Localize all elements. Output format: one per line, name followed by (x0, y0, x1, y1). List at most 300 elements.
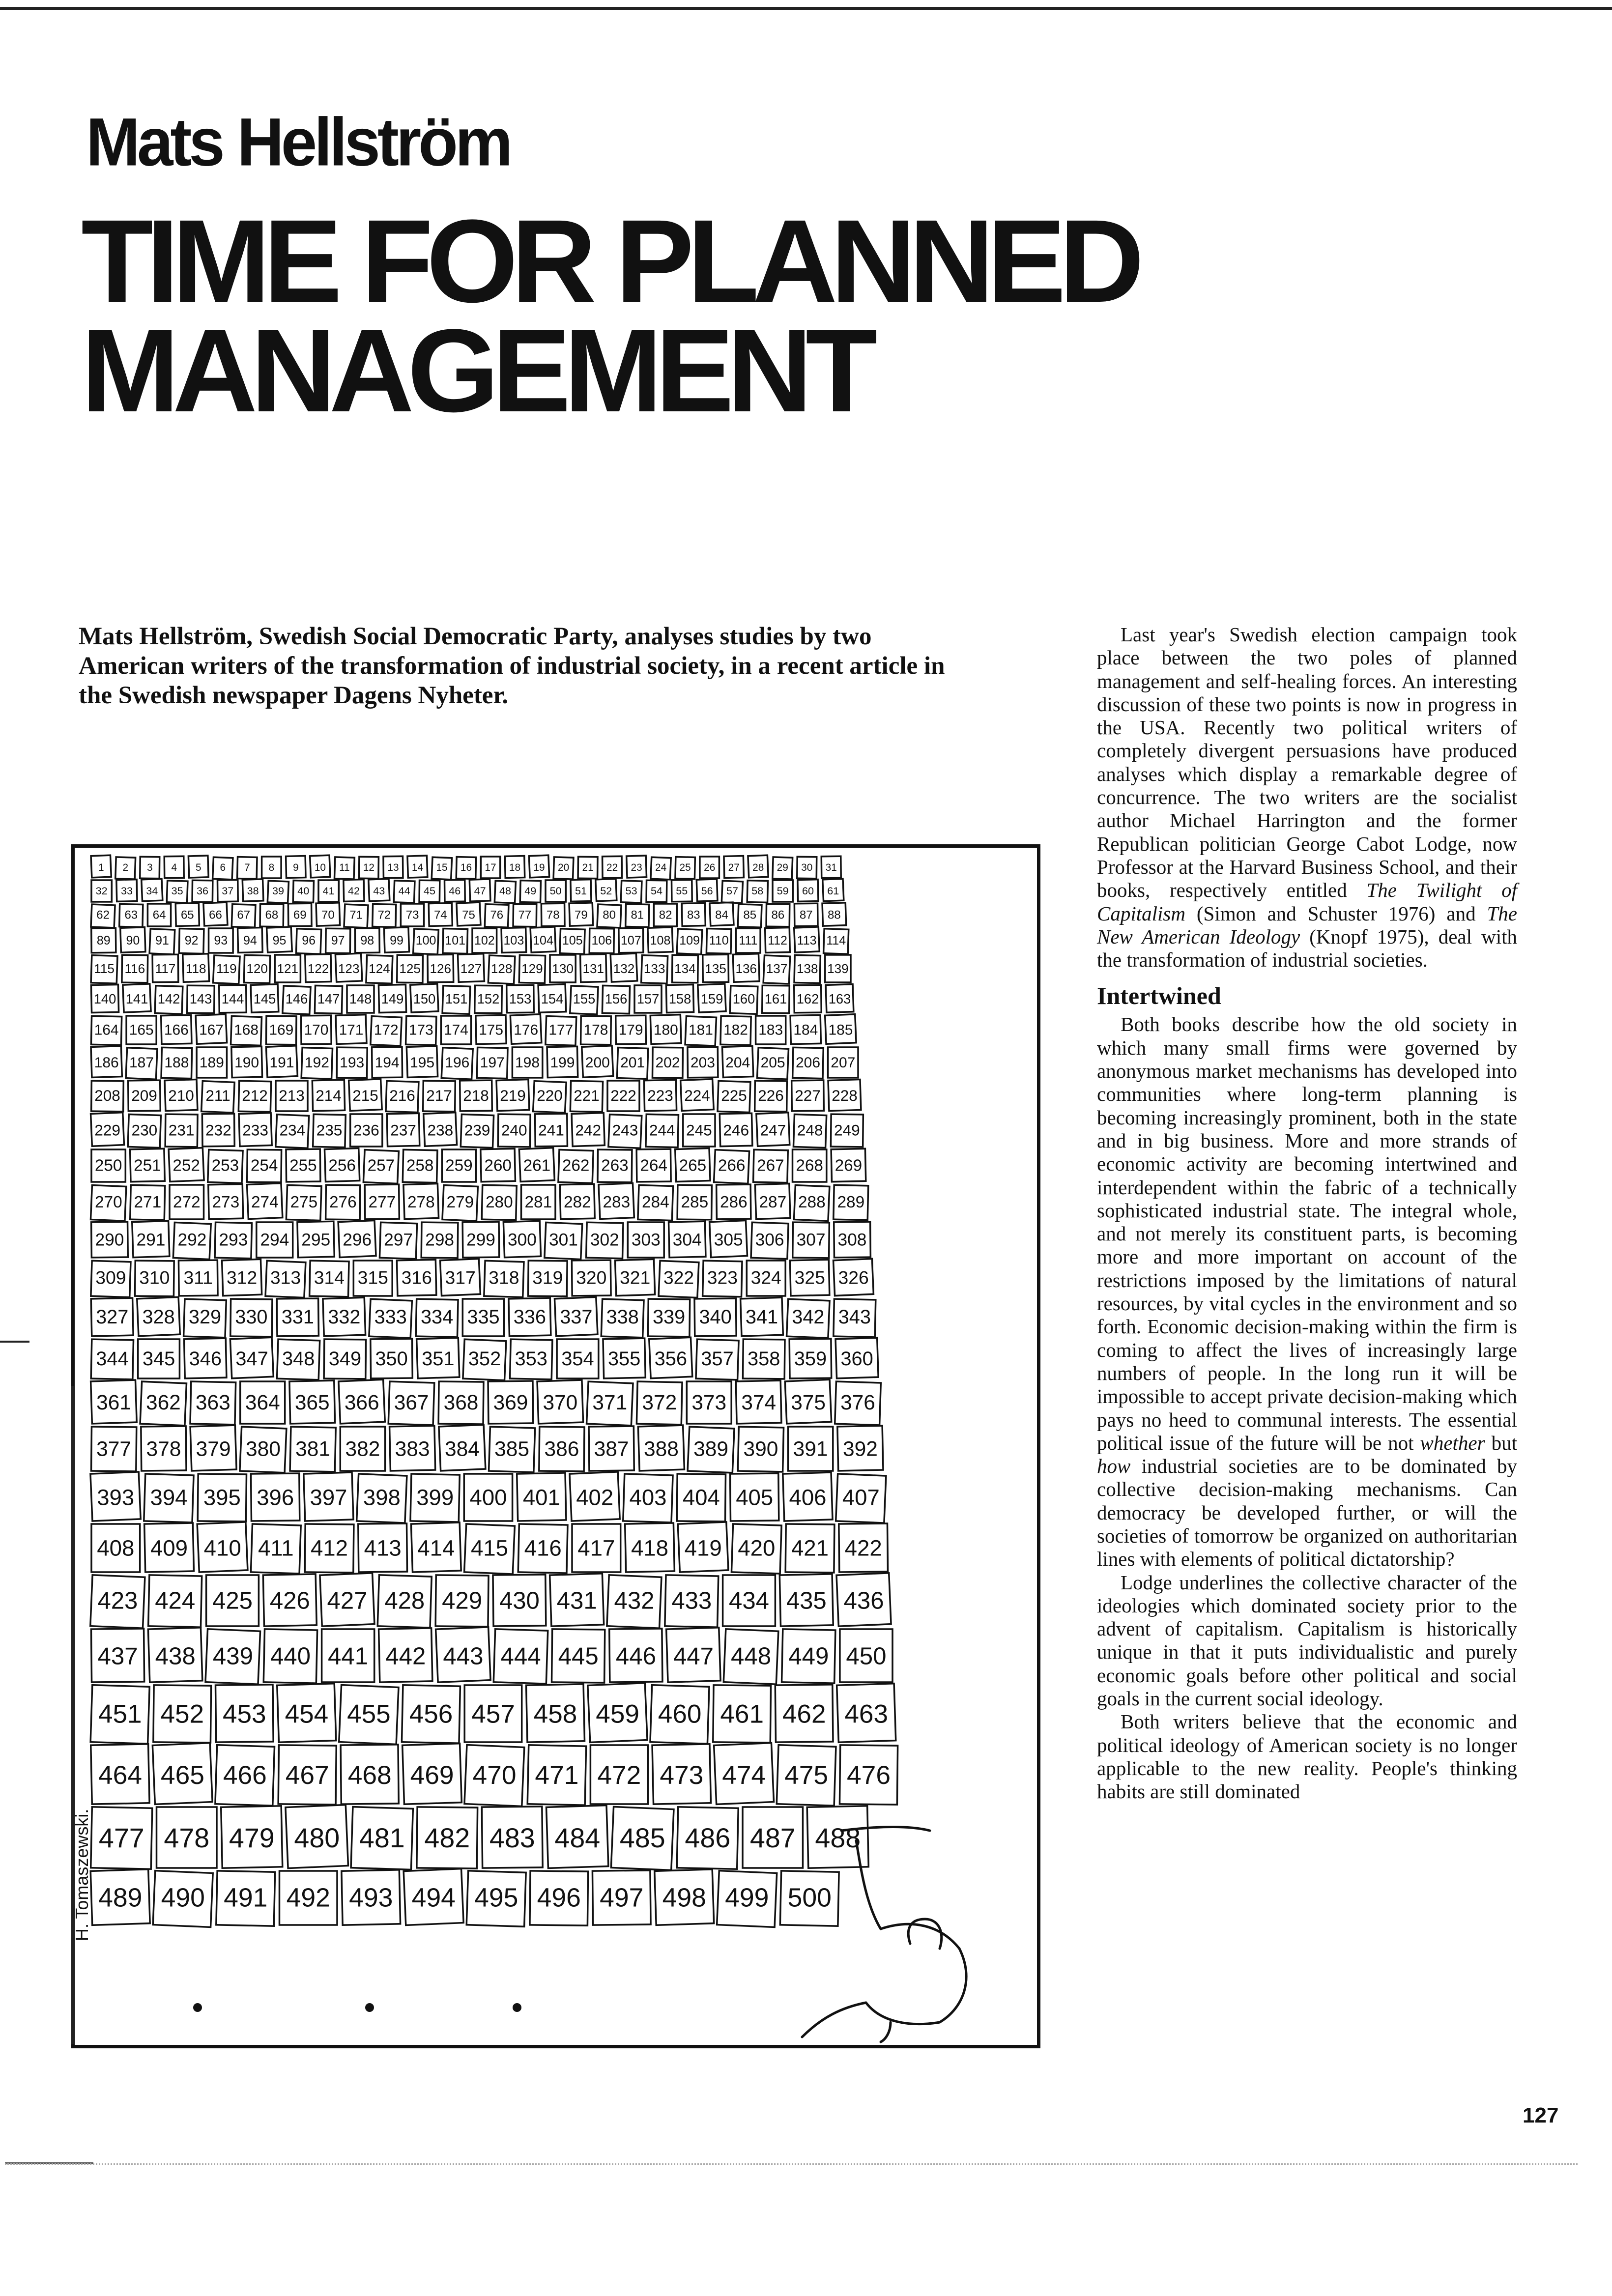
box-number: 135 (705, 961, 726, 976)
box-number: 399 (416, 1485, 454, 1510)
box-number: 248 (797, 1121, 823, 1139)
box-number: 387 (594, 1437, 629, 1461)
box-number: 456 (409, 1699, 453, 1729)
box-number: 420 (738, 1535, 776, 1561)
box-number: 85 (743, 908, 757, 922)
ink-dot (365, 2003, 374, 2012)
box-number: 164 (94, 1022, 119, 1038)
box-number: 331 (281, 1306, 315, 1328)
box-number: 345 (142, 1348, 175, 1370)
box-number: 82 (659, 908, 672, 922)
box-number: 302 (590, 1230, 619, 1250)
box-number: 190 (234, 1054, 259, 1071)
box-number: 328 (142, 1306, 175, 1328)
box-number: 268 (796, 1156, 823, 1175)
box-number: 341 (745, 1306, 778, 1328)
box-number: 57 (726, 885, 739, 897)
box-number: 491 (224, 1883, 268, 1913)
box-number: 286 (720, 1193, 748, 1212)
box-number: 117 (155, 961, 176, 976)
box-number: 445 (558, 1642, 599, 1670)
box-number: 314 (314, 1267, 345, 1288)
headline (81, 195, 1138, 437)
box-number: 240 (501, 1121, 527, 1139)
box-number: 153 (509, 991, 532, 1006)
box-number: 96 (302, 934, 316, 947)
box-number: 460 (658, 1699, 702, 1729)
box-number: 444 (500, 1642, 541, 1670)
box-number: 450 (846, 1642, 887, 1670)
box-number: 88 (828, 908, 841, 922)
box-number: 51 (575, 885, 587, 897)
box-number: 426 (269, 1587, 310, 1614)
box-number: 484 (554, 1822, 601, 1853)
box-number: 158 (668, 991, 691, 1006)
box-number: 136 (735, 961, 757, 976)
box-number: 238 (427, 1121, 454, 1139)
box-number: 340 (699, 1306, 732, 1328)
box-number: 339 (652, 1306, 686, 1328)
box-number: 452 (160, 1699, 204, 1729)
box-number: 105 (562, 934, 583, 947)
figure-stroke (881, 2022, 891, 2042)
box-number: 1 (98, 862, 104, 873)
box-number: 13 (387, 862, 399, 873)
box-number: 232 (205, 1121, 231, 1139)
box-number: 211 (205, 1086, 230, 1104)
box-number: 174 (443, 1022, 468, 1038)
box-number: 381 (295, 1437, 331, 1461)
box-number: 406 (789, 1485, 827, 1510)
box-number: 297 (384, 1230, 413, 1250)
box-number: 69 (293, 908, 307, 922)
box-number: 6 (220, 862, 226, 873)
box-number: 454 (285, 1699, 329, 1729)
box-number: 130 (552, 961, 574, 976)
box-number: 141 (125, 991, 148, 1006)
box-number: 262 (562, 1156, 590, 1175)
box-number: 78 (546, 908, 560, 922)
box-number: 64 (152, 908, 166, 922)
box-number: 253 (211, 1156, 239, 1175)
box-number: 317 (445, 1267, 476, 1288)
box-number: 146 (285, 991, 308, 1006)
box-number: 194 (374, 1054, 400, 1071)
box-number: 448 (731, 1642, 772, 1670)
box-number: 458 (533, 1699, 577, 1729)
box-number: 102 (474, 934, 495, 947)
box-number: 258 (406, 1156, 434, 1175)
box-number: 292 (177, 1230, 207, 1250)
box-number: 149 (381, 991, 404, 1006)
box-number: 464 (98, 1761, 142, 1790)
box-number: 437 (97, 1642, 138, 1670)
box-number: 97 (331, 934, 345, 947)
box-number: 24 (655, 862, 667, 873)
box-number: 184 (793, 1022, 818, 1038)
illustration-credit: H. Tomaszewski. (72, 1808, 92, 1941)
box-number: 67 (237, 908, 251, 922)
box-number: 459 (596, 1699, 639, 1729)
box-number: 374 (741, 1390, 777, 1414)
box-number: 189 (199, 1054, 224, 1071)
box-number: 398 (363, 1485, 401, 1510)
box-number: 147 (317, 991, 340, 1006)
box-number: 42 (347, 885, 360, 897)
box-number: 270 (94, 1193, 122, 1212)
box-number: 166 (164, 1022, 189, 1038)
box-number: 115 (94, 961, 115, 976)
box-number: 21 (582, 862, 594, 873)
box-number: 346 (189, 1348, 222, 1370)
box-number: 99 (390, 934, 403, 947)
box-number: 157 (636, 991, 660, 1006)
box-number: 197 (480, 1054, 505, 1071)
box-number: 357 (701, 1348, 734, 1370)
box-number: 465 (160, 1761, 204, 1790)
box-number: 156 (604, 991, 628, 1006)
box-number: 441 (328, 1642, 369, 1670)
box-number: 246 (723, 1121, 749, 1139)
box-number: 494 (411, 1883, 456, 1913)
box-number: 155 (573, 991, 596, 1006)
box-number: 368 (443, 1390, 479, 1414)
box-number: 84 (715, 908, 728, 922)
box-number: 321 (619, 1267, 651, 1288)
box-number: 15 (436, 862, 448, 873)
box-number: 59 (777, 885, 789, 897)
box-number: 382 (345, 1437, 380, 1461)
body-paragraph-4: Both writers believe that the economic and political ideology of American society is no longer applicable to the new reality. People's thinking habits are still dominated (1097, 1710, 1517, 1803)
box-number: 10 (314, 862, 326, 873)
box-number: 394 (150, 1485, 188, 1510)
box-number: 336 (513, 1306, 547, 1328)
box-number: 440 (270, 1642, 311, 1670)
box-number: 98 (360, 934, 374, 947)
box-number: 94 (243, 934, 257, 947)
box-number: 413 (364, 1535, 402, 1561)
box-number: 369 (493, 1390, 528, 1414)
box-number: 352 (468, 1348, 501, 1370)
box-number: 217 (426, 1086, 452, 1104)
box-number: 386 (544, 1437, 579, 1461)
box-number: 409 (150, 1535, 188, 1561)
box-number: 329 (188, 1306, 222, 1328)
box-number: 283 (603, 1193, 631, 1212)
box-number: 178 (583, 1022, 608, 1038)
box-number: 247 (760, 1121, 786, 1139)
box-number: 326 (838, 1267, 869, 1288)
box-number: 333 (374, 1306, 407, 1328)
box-number: 344 (96, 1348, 129, 1370)
box-number: 126 (430, 961, 452, 976)
box-number: 380 (245, 1437, 281, 1461)
box-number: 269 (835, 1156, 863, 1175)
box-number: 478 (164, 1822, 210, 1853)
box-number: 307 (796, 1230, 826, 1250)
box-number: 263 (601, 1156, 629, 1175)
box-number: 427 (327, 1587, 368, 1614)
box-number: 410 (203, 1535, 241, 1561)
box-number: 318 (489, 1267, 519, 1288)
box-number: 183 (758, 1022, 783, 1038)
box-number: 433 (671, 1587, 712, 1614)
box-number: 71 (349, 908, 363, 922)
box-number: 496 (537, 1883, 581, 1913)
box-number: 402 (576, 1485, 614, 1510)
box-number: 204 (725, 1054, 750, 1071)
box-number: 201 (620, 1054, 645, 1071)
box-number: 365 (294, 1390, 330, 1414)
box-number: 39 (272, 885, 285, 897)
body-paragraph-2: Both books describe how the old society in which many small firms were governed by anonymous market mechanisms has developed into communities where long-term planning is becoming increasingly prominent, both in the state and in big business. More and more strands of economic activity are becoming intertwined and interdependent within the fabric of a technically sophisticated industrial state. The integral whole, and not merely its constituent parts, is becoming more and more important on account of the restrictions imposed by the limitations of natural resources, by vital cycles in the environment and so forth. Economic decision-making within the firm is coming to affect the lives of increasingly large numbers of people. In the long run it will be impossible to accept private decision-making which pays no heed to communal interests. The essential political issue of the future will be not whether but how industrial societies are to be dominated by collective decision-making mechanisms. Can democracy be developed further, or will the societies of tomorrow be organized on authoritarian lines with elements of political dictatorship? (1097, 1013, 1517, 1571)
box-number: 422 (844, 1535, 882, 1561)
box-number: 81 (631, 908, 644, 922)
headline-line-1: TIME FOR PLANNED (81, 195, 1138, 327)
box-number: 139 (827, 961, 849, 976)
box-number: 50 (549, 885, 562, 897)
box-number: 224 (684, 1086, 710, 1104)
box-number: 325 (794, 1267, 825, 1288)
box-number: 488 (815, 1822, 861, 1853)
book-title-1: The Twilight of Capitalism (1097, 879, 1517, 925)
box-number: 356 (654, 1348, 688, 1370)
box-number: 412 (310, 1535, 348, 1561)
box-number: 466 (223, 1761, 267, 1790)
box-number: 376 (840, 1390, 875, 1414)
box-number: 446 (615, 1642, 656, 1670)
box-number: 72 (377, 908, 391, 922)
box-number: 28 (752, 862, 764, 873)
box-number: 479 (229, 1822, 275, 1853)
box-number: 165 (129, 1022, 154, 1038)
box-number: 142 (157, 991, 180, 1006)
box-number: 319 (532, 1267, 563, 1288)
box-number: 455 (347, 1699, 391, 1729)
box-number: 244 (649, 1121, 675, 1139)
box-number: 495 (474, 1883, 518, 1913)
figure-stroke (866, 2003, 940, 2024)
box-number: 453 (223, 1699, 266, 1729)
box-number: 390 (743, 1437, 778, 1461)
box-number: 476 (847, 1761, 891, 1790)
box-number: 92 (184, 934, 199, 947)
box-number: 271 (134, 1193, 162, 1212)
box-number: 188 (164, 1054, 189, 1071)
box-number: 91 (155, 934, 169, 947)
box-number: 425 (212, 1587, 253, 1614)
box-number: 58 (751, 885, 764, 897)
box-number: 144 (221, 991, 244, 1006)
box-number: 222 (610, 1086, 636, 1104)
box-number: 377 (96, 1437, 132, 1461)
box-number: 134 (674, 961, 696, 976)
box-number: 54 (650, 885, 663, 897)
box-number: 213 (279, 1086, 305, 1104)
box-number: 210 (168, 1086, 194, 1104)
box-number: 234 (279, 1121, 306, 1139)
box-number: 160 (732, 991, 755, 1006)
box-number: 170 (304, 1022, 329, 1038)
box-number: 276 (329, 1193, 357, 1212)
box-number: 179 (618, 1022, 643, 1038)
box-number: 63 (124, 908, 138, 922)
box-number: 470 (472, 1761, 517, 1790)
box-number: 354 (561, 1348, 594, 1370)
box-number: 25 (679, 862, 691, 873)
box-number: 23 (631, 862, 642, 873)
box-number: 168 (234, 1022, 259, 1038)
box-number: 107 (621, 934, 641, 947)
box-number: 358 (747, 1348, 780, 1370)
box-number: 372 (642, 1390, 677, 1414)
box-number: 485 (619, 1822, 665, 1853)
box-number: 257 (367, 1156, 395, 1175)
box-number: 79 (575, 908, 588, 922)
margin-mark (0, 1341, 29, 1343)
box-number: 296 (343, 1230, 372, 1250)
box-number: 152 (477, 991, 500, 1006)
box-number: 93 (214, 934, 228, 947)
box-number: 378 (146, 1437, 181, 1461)
box-number: 120 (246, 961, 268, 976)
box-number: 436 (843, 1587, 884, 1614)
box-number: 230 (131, 1121, 158, 1139)
box-number: 60 (802, 885, 814, 897)
box-number: 90 (126, 934, 140, 947)
box-number: 172 (374, 1022, 399, 1038)
box-number: 154 (541, 991, 564, 1006)
box-number: 215 (352, 1086, 378, 1104)
box-number: 273 (212, 1193, 240, 1212)
box-number: 404 (682, 1485, 720, 1510)
box-number: 322 (663, 1267, 694, 1288)
box-number: 334 (420, 1306, 454, 1328)
body-paragraph-3: Lodge underlines the collective character of the ideologies which dominated society prior to the advent of capitalism. Capitalism is historically unique in that it puts individualistic and purely economic goals before other political and social goals in the current social ideology. (1097, 1571, 1517, 1710)
box-number: 38 (247, 885, 259, 897)
box-number: 266 (718, 1156, 746, 1175)
box-number: 122 (307, 961, 329, 976)
box-number: 162 (796, 991, 819, 1006)
box-number: 14 (411, 862, 424, 873)
box-number: 202 (655, 1054, 680, 1071)
box-number: 131 (582, 961, 604, 976)
box-number: 305 (714, 1230, 743, 1250)
figure-stroke (940, 1949, 966, 2022)
box-number: 206 (795, 1054, 821, 1071)
box-number: 417 (577, 1535, 615, 1561)
box-number: 45 (423, 885, 436, 897)
box-number: 74 (433, 908, 447, 922)
box-number: 103 (503, 934, 524, 947)
box-number: 337 (560, 1306, 593, 1328)
box-number: 428 (384, 1587, 425, 1614)
box-number: 235 (316, 1121, 343, 1139)
cartoon-illustration (71, 844, 1040, 2048)
box-number: 284 (641, 1193, 669, 1212)
box-number: 474 (722, 1761, 766, 1790)
box-number: 385 (494, 1437, 530, 1461)
box-number: 29 (777, 862, 788, 873)
box-number: 233 (242, 1121, 268, 1139)
box-number: 290 (95, 1230, 124, 1250)
box-number: 227 (795, 1086, 821, 1104)
box-number: 80 (603, 908, 616, 922)
box-number: 118 (185, 961, 206, 976)
box-number: 237 (390, 1121, 416, 1139)
box-number: 150 (413, 991, 436, 1006)
box-number: 41 (322, 885, 335, 897)
box-number: 66 (209, 908, 222, 922)
box-number: 108 (650, 934, 671, 947)
box-number: 367 (394, 1390, 429, 1414)
box-number: 138 (796, 961, 818, 976)
box-number: 16 (460, 862, 472, 873)
box-number: 343 (838, 1306, 871, 1328)
box-number: 111 (739, 934, 758, 947)
box-number: 371 (592, 1390, 628, 1414)
box-number: 185 (828, 1022, 853, 1038)
box-number: 304 (672, 1230, 702, 1250)
box-number: 243 (612, 1121, 638, 1139)
box-number: 472 (597, 1761, 641, 1790)
box-number: 249 (834, 1121, 860, 1139)
box-number: 112 (768, 934, 787, 947)
box-number: 298 (425, 1230, 455, 1250)
box-number: 303 (631, 1230, 661, 1250)
painter-figure (802, 1827, 966, 2042)
box-number: 36 (196, 885, 209, 897)
box-number: 48 (499, 885, 512, 897)
box-number: 408 (97, 1535, 135, 1561)
box-number: 187 (129, 1054, 154, 1071)
box-number: 33 (120, 885, 133, 897)
box-number: 281 (524, 1193, 552, 1212)
box-number: 451 (98, 1699, 142, 1729)
box-number: 471 (535, 1761, 579, 1790)
box-number: 177 (548, 1022, 574, 1038)
box-number: 254 (250, 1156, 278, 1175)
box-number: 101 (445, 934, 466, 947)
box-number: 128 (490, 961, 513, 976)
box-number: 161 (764, 991, 787, 1006)
box-number: 65 (180, 908, 194, 922)
box-number: 124 (369, 961, 390, 976)
box-number: 430 (499, 1587, 540, 1614)
box-number: 383 (395, 1437, 430, 1461)
box-number: 86 (771, 908, 785, 922)
box-number: 429 (442, 1587, 483, 1614)
box-number: 395 (203, 1485, 241, 1510)
box-number: 397 (310, 1485, 347, 1510)
box-number: 309 (95, 1267, 126, 1288)
box-number: 55 (676, 885, 688, 897)
box-number: 335 (467, 1306, 500, 1328)
box-number: 119 (216, 961, 237, 976)
box-number: 497 (600, 1883, 644, 1913)
box-number: 323 (707, 1267, 738, 1288)
box-number: 419 (684, 1535, 722, 1561)
box-number: 477 (98, 1822, 144, 1853)
box-number: 195 (409, 1054, 435, 1071)
box-number: 260 (484, 1156, 512, 1175)
box-number: 231 (168, 1121, 195, 1139)
box-number: 5 (196, 862, 202, 873)
box-number: 360 (840, 1348, 873, 1370)
box-number: 373 (691, 1390, 727, 1414)
box-number: 143 (189, 991, 212, 1006)
box-number: 30 (801, 862, 813, 873)
